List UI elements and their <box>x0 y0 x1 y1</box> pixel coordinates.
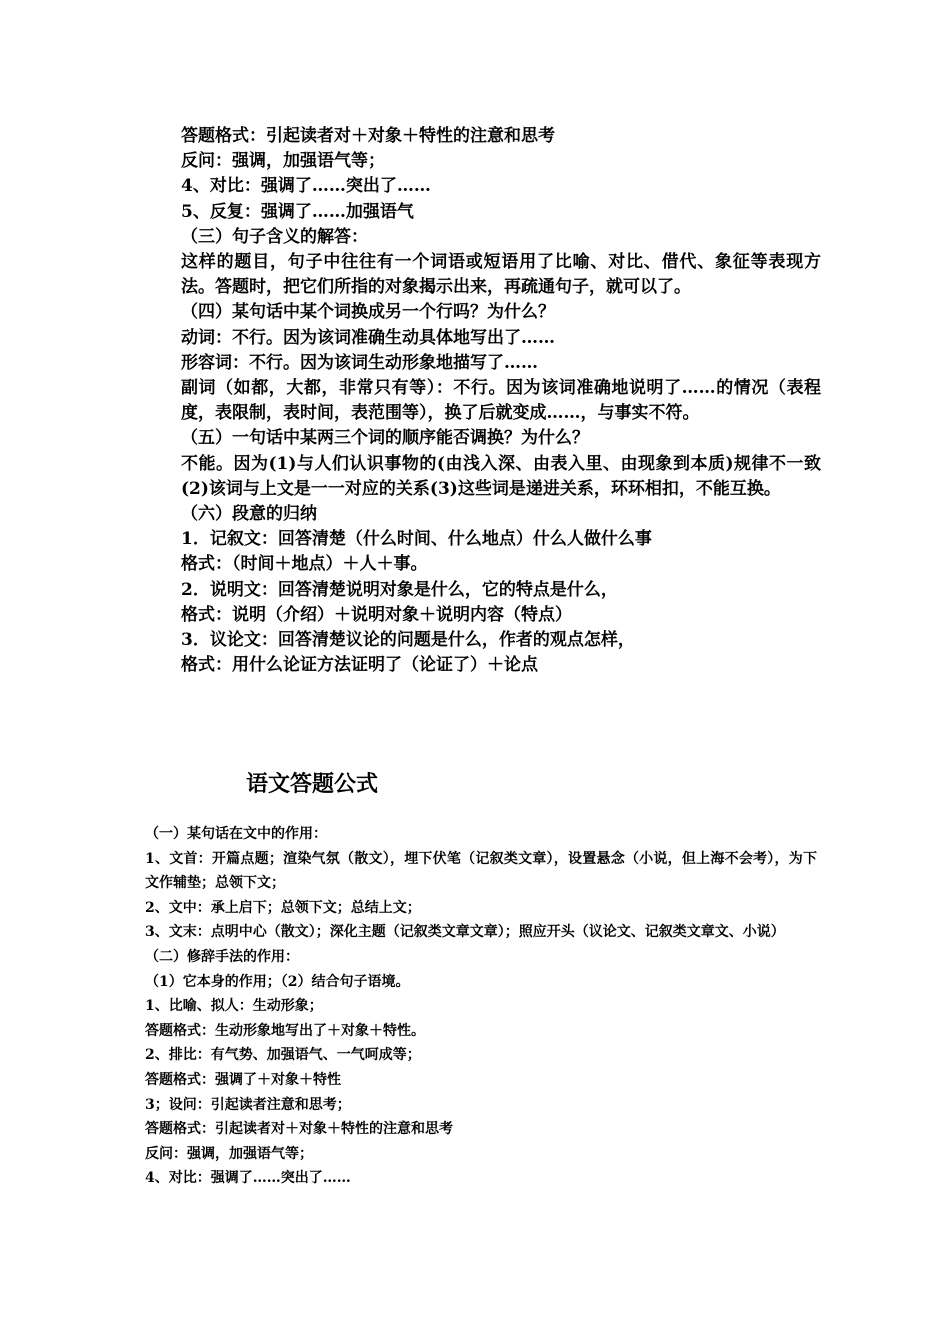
text-line: 反问：强调，加强语气等； <box>181 151 385 172</box>
text-line: 4、对比：强调了……突出了…… <box>181 176 431 197</box>
text-line: 5、反复：强调了……加强语气 <box>181 201 414 222</box>
text-line: 答题格式：强调了＋对象＋特性 <box>145 1071 341 1088</box>
section-1-text <box>181 124 821 678</box>
text-line: （1）它本身的作用；（2）结合句子语境。 <box>145 973 410 990</box>
text-line: 反问：强调，加强语气等； <box>145 1145 313 1162</box>
text-line: 格式：用什么论证方法证明了（论证了）＋论点 <box>181 655 538 676</box>
text-line: 2．说明文：回答清楚说明对象是什么，它的特点是什么， <box>181 579 618 600</box>
text-line: 形容词：不行。因为该词生动形象地描写了…… <box>181 352 538 373</box>
document-title: 语文答题公式 <box>246 771 379 797</box>
text-line: 格式：说明（介绍）＋说明对象＋说明内容（特点） <box>181 604 572 625</box>
paragraph: 3、文末：点明中心（散文）；深化主题（记叙类文章文章）；照应开头（议论文、记叙类文章文、小说） <box>145 924 785 941</box>
section-heading: （二）修辞手法的作用： <box>145 948 299 965</box>
text-line: 4、对比：强调了……突出了…… <box>145 1170 351 1187</box>
paragraph: 副词（如都，大都，非常只有等）：不行。因为该词准确地说明了……的情况（表程度，表限制，表时间，表范围等），换了后就变成……，与事实不符。 <box>181 378 821 424</box>
text-line: 3；设问：引起读者注意和思考； <box>145 1096 351 1113</box>
text-line: 答题格式：生动形象地写出了＋对象＋特性。 <box>145 1022 425 1039</box>
text-line: 格式：（时间＋地点）＋人＋事。 <box>181 554 428 575</box>
text-line: 2、排比：有气势、加强语气、一气呵成等； <box>145 1047 421 1064</box>
paragraph: 1、文首：开篇点题；渲染气氛（散文），埋下伏笔（记叙类文章），设置悬念（小说，但上海不会考），为下文作辅垫；总领下文； <box>145 850 817 892</box>
section-heading: （六）段意的归纳 <box>181 504 317 525</box>
text-line: 1．记叙文：回答清楚（什么时间、什么地点）什么人做什么事 <box>181 529 652 550</box>
section-2-text <box>145 822 817 1191</box>
text-line: 2、文中：承上启下；总领下文；总结上文； <box>145 899 421 916</box>
text-line: 1、比喻、拟人：生动形象； <box>145 998 323 1015</box>
section-heading: （四）某句话中某个词换成另一个行吗？为什么？ <box>181 302 555 323</box>
text-line: 3．议论文：回答清楚议论的问题是什么，作者的观点怎样， <box>181 630 635 651</box>
text-line: 答题格式：引起读者对＋对象＋特性的注意和思考 <box>181 126 555 146</box>
section-heading: （三）句子含义的解答： <box>181 226 368 247</box>
paragraph: 不能。因为(1)与人们认识事物的(由浅入深、由表入里、由现象到本质)规律不一致(2)该词与上文是一一对应的关系(3)这些词是递进关系，环环相扣，不能互换。 <box>181 453 821 499</box>
text-line: 动词：不行。因为该词准确生动具体地写出了…… <box>181 327 555 348</box>
section-heading: （五）一句话中某两三个词的顺序能否调换？为什么？ <box>181 428 589 449</box>
paragraph: 这样的题目，句子中往往有一个词语或短语用了比喻、对比、借代、象征等表现方法。答题时，把它们所指的对象揭示出来，再疏通句子，就可以了。 <box>181 252 821 298</box>
text-line: 答题格式：引起读者对＋对象＋特性的注意和思考 <box>145 1121 453 1138</box>
section-heading: （一）某句话在文中的作用： <box>145 826 327 842</box>
